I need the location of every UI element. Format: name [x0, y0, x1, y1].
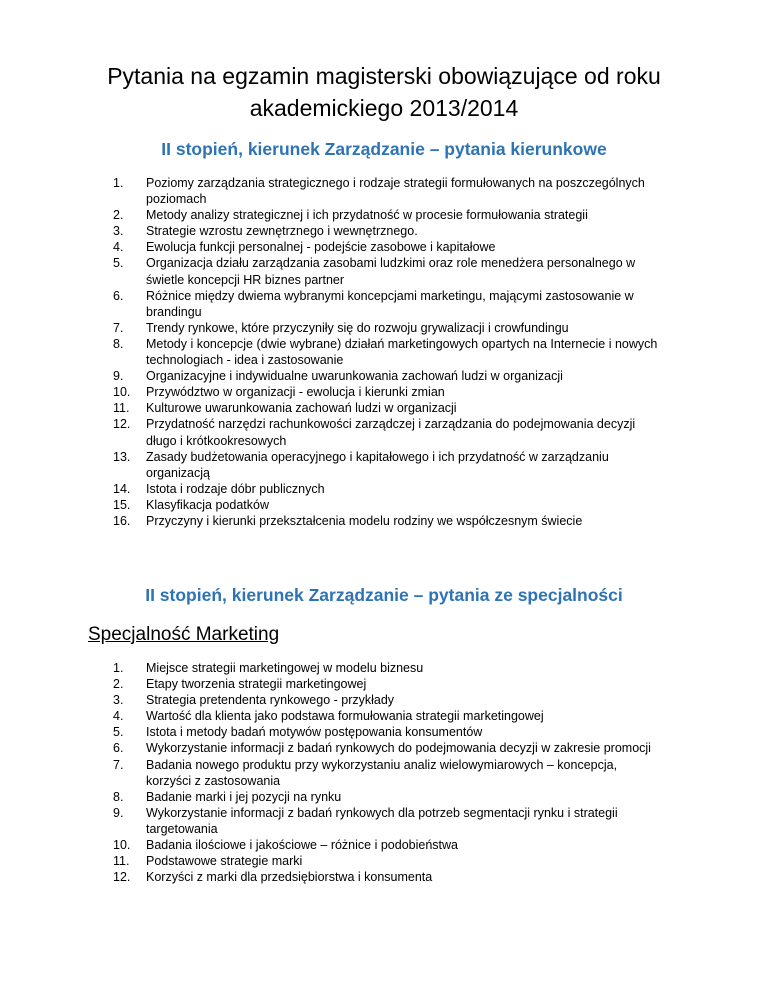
list-item	[0, 239, 658, 255]
list-item-text: Poziomy zarządzania strategicznego i rodzaje strategii formułowanych na poszczególnych poziomach	[146, 176, 645, 207]
list-item-text: Metody i koncepcje (dwie wybrane) działań marketingowych opartych na Internecie i nowych technologiach - idea i zastosowanie	[146, 336, 658, 368]
list-item-text: Etapy tworzenia strategii marketingowej	[146, 677, 367, 692]
list-item-number: 3.	[113, 693, 124, 708]
list-item	[0, 384, 658, 400]
list-item	[0, 497, 658, 513]
list-item-text: Korzyści z marki dla przedsiębiorstwa i konsumenta	[146, 870, 433, 885]
list-item-number: 5.	[113, 725, 124, 740]
list-item-text: Podstawowe strategie marki	[146, 854, 303, 869]
list-item	[0, 223, 658, 239]
list-item-number: 9.	[113, 369, 124, 384]
list-item-text: Istota i rodzaje dóbr publicznych	[146, 481, 325, 496]
list-item	[0, 320, 658, 336]
list-item	[0, 175, 658, 207]
list-item-text: Strategie wzrostu zewnętrznego i wewnętrznego.	[146, 224, 418, 239]
list-item	[0, 692, 658, 708]
list-item-text: Różnice między dwiema wybranymi koncepcjami marketingu, mającymi zastosowanie w brandingu	[146, 288, 634, 319]
list-item-text: Wartość dla klienta jako podstawa formułowania strategii marketingowej	[146, 709, 544, 724]
list-item-number: 5.	[113, 256, 124, 271]
list-item-text: Organizacyjne i indywidualne uwarunkowania zachowań ludzi w organizacji	[146, 369, 563, 384]
list-item	[0, 837, 658, 853]
list-item-number: 11.	[113, 854, 130, 869]
list-item-number: 7.	[113, 757, 124, 772]
list-item-number: 1.	[113, 661, 124, 675]
list-item-number: 12.	[113, 417, 131, 432]
section-heading-kierunkowe: II stopień, kierunek Zarządzanie – pytania kierunkowe	[161, 139, 607, 159]
list-item-text: Metody analizy strategicznej i ich przydatność w procesie formułowania strategii	[146, 208, 588, 223]
list-item-text: Miejsce strategii marketingowej w modelu biznesu	[146, 661, 424, 675]
list-item	[0, 449, 658, 481]
list-item	[0, 288, 658, 320]
list-item-number: 7.	[113, 320, 124, 335]
list-item-number: 16.	[113, 513, 131, 528]
list-item-number: 15.	[113, 497, 131, 512]
list-item	[0, 481, 658, 497]
list-item-number: 3.	[113, 224, 124, 239]
list-item-number: 8.	[113, 336, 124, 351]
list-item-text: Badania nowego produktu przy wykorzystaniu analiz wielowymiarowych – koncepcja, korzyści z zastosowania	[146, 757, 618, 788]
list-item-text: Klasyfikacja podatków	[146, 497, 269, 512]
list-item	[0, 207, 658, 223]
list-item-text: Strategia pretendenta rynkowego - przykłady	[146, 693, 395, 708]
list-item-number: 2.	[113, 677, 124, 692]
list-item	[0, 336, 658, 368]
list-item-number: 2.	[113, 208, 124, 223]
list-item	[0, 368, 658, 384]
list-item-text: Badania ilościowe i jakościowe – różnice i podobieństwa	[146, 838, 458, 853]
list-item-number: 6.	[113, 288, 124, 303]
list-item	[0, 660, 658, 676]
specialty-subheading: Specjalność Marketing	[88, 624, 280, 645]
list-item	[0, 400, 658, 416]
list-item-text: Badanie marki i jej pozycji na rynku	[146, 789, 342, 804]
list-item-text: Przywództwo w organizacji - ewolucja i kierunki zmian	[146, 385, 445, 400]
list-item-number: 10.	[113, 385, 131, 400]
list-item	[0, 805, 658, 837]
list-item-text: Przyczyny i kierunki przekształcenia modelu rodziny we współczesnym świecie	[146, 513, 583, 528]
list-item	[0, 789, 658, 805]
list-item-number: 11.	[113, 401, 130, 416]
list-item	[0, 513, 658, 529]
list-item	[0, 708, 658, 724]
list-item-number: 4.	[113, 240, 124, 255]
list-item-number: 6.	[113, 741, 124, 756]
list-item-number: 10.	[113, 838, 131, 853]
list-item-text: Wykorzystanie informacji z badań rynkowych dla potrzeb segmentacji rynku i strategii targetowania	[146, 805, 618, 836]
list-item-number: 4.	[113, 709, 124, 724]
document-title: Pytania na egzamin magisterski obowiązujące od roku akademickiego 2013/2014	[107, 63, 661, 121]
list-item-number: 13.	[113, 449, 131, 464]
list-item-number: 14.	[113, 481, 131, 496]
list-item-text: Wykorzystanie informacji z badań rynkowych do podejmowania decyzji w zakresie promocji	[146, 741, 651, 756]
section-heading-specjalnosci: II stopień, kierunek Zarządzanie – pytania ze specjalności	[145, 585, 623, 605]
list-item	[0, 676, 658, 692]
list-item-text: Organizacja działu zarządzania zasobami ludzkimi oraz role menedżera personalnego w świetle koncepcji HR biznes partner	[146, 256, 636, 287]
list-item	[0, 740, 658, 756]
list-item-text: Zasady budżetowania operacyjnego i kapitałowego i ich przydatność w zarządzaniu organizacją	[146, 449, 609, 480]
list-item-number: 1.	[113, 176, 124, 190]
list-item-text: Trendy rynkowe, które przyczyniły się do rozwoju grywalizacji i crowfundingu	[146, 320, 569, 335]
list-item-text: Istota i metody badań motywów postępowania konsumentów	[146, 725, 483, 740]
list-item	[0, 869, 658, 885]
list-item-number: 12.	[113, 870, 131, 885]
list-item-number: 9.	[113, 805, 124, 820]
list-item-text: Ewolucja funkcji personalnej - podejście zasobowe i kapitałowe	[146, 240, 496, 255]
list-item	[0, 757, 658, 789]
list-item-text: Kulturowe uwarunkowania zachowań ludzi w organizacji	[146, 401, 457, 416]
question-list-specjalnosci	[0, 660, 658, 885]
list-item-number: 8.	[113, 789, 124, 804]
list-item	[0, 724, 658, 740]
list-item	[0, 416, 658, 448]
list-item-text: Przydatność narzędzi rachunkowości zarządczej i zarządzania do podejmowania decyzji długo i krótkookresowych	[146, 417, 636, 448]
list-item	[0, 853, 658, 869]
list-item	[0, 255, 658, 287]
question-list-kierunkowe	[0, 175, 658, 529]
